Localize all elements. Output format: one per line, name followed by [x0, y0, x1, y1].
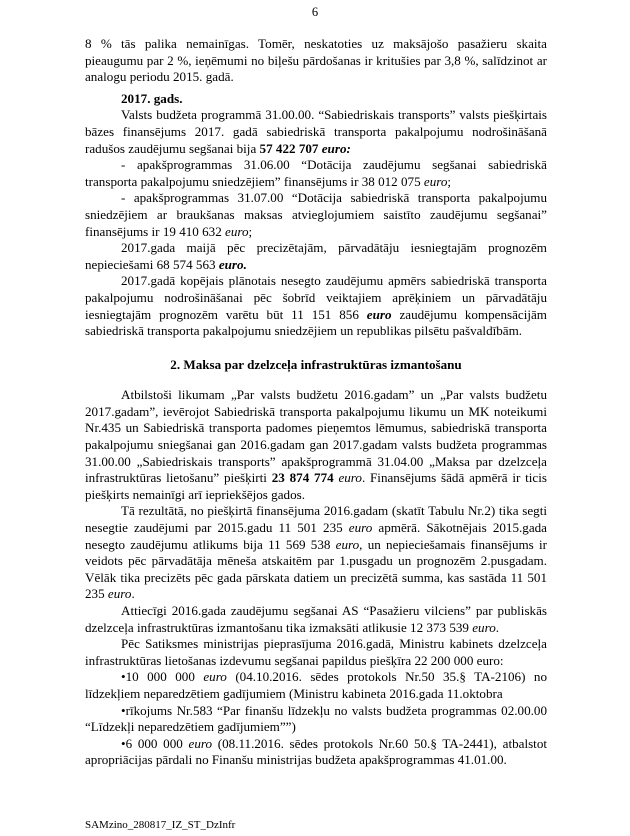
text-segment: - apakšprogrammas 31.06.00 “Dotācija zaudējumu segšanai sabiedriskā transporta pakalpojumu sniedzējiem” finansējums ir 38 012 075: [85, 157, 547, 189]
text-segment: euro: [225, 223, 249, 239]
page-number: 6: [311, 5, 319, 19]
text-segment: Valsts budžeta programmā 31.00.00. “Sabiedriskais transports” valsts piešķirtais bāzes finansējums 2017. gadā sabiedriskā transporta pakalpojumu nodrošināšanā radušos zaudējumu segšanai bija: [85, 107, 547, 156]
list-item-subprogram-310600: [85, 157, 547, 190]
text-segment: ;: [248, 223, 253, 239]
paragraph-ticket-revenue: [85, 36, 547, 86]
text-segment: Tā rezultātā, no piešķirtā finansējuma 2016.gadam (skatīt Tabulu Nr.2) tika segti nesegtie zaudējumi par 2015.gadu 11 501 235: [85, 503, 547, 536]
paragraph-total-planned-losses: [85, 273, 547, 339]
text-segment: euro,: [335, 536, 363, 552]
list-item-subprogram-310700: [85, 190, 547, 240]
text-segment: euro: [203, 669, 227, 685]
text-segment: 2017. gads.: [121, 90, 183, 106]
footer-reference: SAMzino_280817_IZ_ST_DzInfr: [85, 819, 236, 831]
paragraph-pasazieru-vilciens: [85, 603, 547, 636]
text-segment: 2017.gadā kopējais plānotais nesegto zaudējumu apmērs sabiedriskā transporta pakalpojumu nodrošināšanai pēc šobrīd veiktajiem aprēķiniem un pārvadātāju iesniegtajām prognozēm varētu būt 11 151 856: [85, 273, 547, 322]
text-segment: 8 % tās palika nemainīgas. Tomēr, neskatoties uz maksājošo pasažieru skaita pieaugumu par 2 %, ieņēmumi no biļešu pārdošanas ir kritušies par 3,8 %, salīdzinot ar analogu periodu 2015. gadā.: [85, 36, 547, 85]
paragraph-may-2017-forecast: [85, 240, 547, 273]
heading-2017-gads: [85, 91, 547, 108]
text-segment: (04.10.2016. sēdes protokols Nr.50 35.§ TA-2106) no līdzekļiem neparedzētiem gadījumiem (Ministru kabineta 2016.gada 11.oktobra: [85, 669, 548, 701]
text-segment: Attiecīgi 2016.gada zaudējumu segšanai AS “Pasažieru vilciens” par publiskās dzelzceļa infrastruktūras izmantošanu tika izmaksāti atlikusie 12 373 539: [85, 603, 547, 635]
text-segment: euro: [338, 470, 362, 486]
text-segment: euro: [366, 306, 392, 322]
text-segment: .: [131, 586, 135, 602]
text-segment: zaudējumu kompensācijām sabiedriskā transporta pakalpojumu sniedzējiem un republikas pilsētu pašvaldībām.: [85, 306, 547, 339]
text-segment: Atbilstoši likumam „Par valsts budžetu 2016.gadam” un „Par valsts budžetu 2017.gadam”, ievērojot Sabiedriskā transporta pakalpojumu likumu un MK noteikumi Nr.435 un Sabiedriskā transporta padomes pieņemtos lēmumus, sabiedriskā transporta pakalpojumu sniegšanai gan 2016.gadam gan 2017.gadam valsts budžeta programmas 31.00.00 „Sabiedriskais transports” apakšprogrammā 31.04.00 „Maksa par dzelzceļa infrastruktūras lietošanu” piešķirti: [85, 387, 547, 486]
document-blocks: [85, 36, 547, 769]
text-segment: Pēc Satiksmes ministrijas pieprasījuma 2016.gadā, Ministru kabinets dzelzceļa infrastruktūras lietošanas izdevumu segšanai papildus piešķīra 22 200 000 euro:: [85, 636, 547, 668]
paragraph-additional-allocation: [85, 636, 547, 669]
text-segment: •rīkojums Nr.583 “Par finanšu līdzekļu no valsts budžeta programmas 02.00.00 “Līdzekļi neparedzētiem gadījumiem””): [85, 702, 547, 735]
text-segment: euro: [188, 735, 213, 751]
text-segment: apmērā. Sākotnējais 2015.gada nesegto zaudējumu atlikums bija 11 569 538: [85, 520, 547, 552]
text-segment: euro: [472, 619, 496, 635]
text-segment: ;: [447, 173, 452, 189]
bullet-item-10-million: [85, 669, 547, 702]
text-segment: euro: [348, 520, 373, 536]
text-segment: euro:: [321, 140, 351, 156]
paragraph-base-funding-2017: [85, 107, 547, 157]
text-segment: 23 874 774: [271, 470, 339, 486]
text-segment: euro.: [218, 256, 247, 272]
bullet-item-order-583: [85, 703, 547, 736]
section-heading-2-railway-infrastructure: [85, 357, 547, 374]
text-segment: . Finansējums šādā apmērā ir ticis piešķirts nemainīgi arī iepriekšējos gados.: [85, 470, 547, 502]
bullet-item-6-million: [85, 736, 547, 769]
text-segment: un nepieciešamais finansējums ir veidots pēc pārvadātāja mēneša atskaitēm par 1.pusgadu un prognozēm 2.pusgadam. Vēlāk tika precizēts pēc gada pārskata datiem un precizētā summa, kas sastāda 11 501 235: [85, 536, 548, 602]
text-segment: 2. Maksa par dzelzceļa infrastruktūras izmantošanu: [170, 356, 462, 372]
text-segment: •10 000 000: [121, 669, 204, 685]
paragraph-2016-result: [85, 503, 547, 603]
text-segment: euro: [423, 173, 448, 189]
text-segment: •6 000 000: [121, 735, 189, 751]
text-segment: .: [495, 619, 500, 635]
text-segment: 57 422 707: [259, 140, 322, 156]
text-segment: euro: [107, 586, 132, 602]
text-segment: (08.11.2016. sēdes protokols Nr.60 50.§ TA-2441), atbalstot apropriācijas pārdali no Finanšu ministrijas budžeta apakšprogrammas 41.01.00.: [85, 735, 548, 768]
text-segment: - apakšprogrammas 31.07.00 “Dotācija sabiedriskā transporta pakalpojumu sniedzējiem ar braukšanas maksas atvieglojumiem saistīto zaudējumu segšanai” finansējums ir 19 410 632: [85, 190, 547, 239]
paragraph-budget-laws: [85, 387, 547, 503]
text-segment: 2017.gada maijā pēc precizētajām, pārvadātāju iesniegtajām prognozēm nepieciešami 68 574 563: [85, 240, 547, 272]
